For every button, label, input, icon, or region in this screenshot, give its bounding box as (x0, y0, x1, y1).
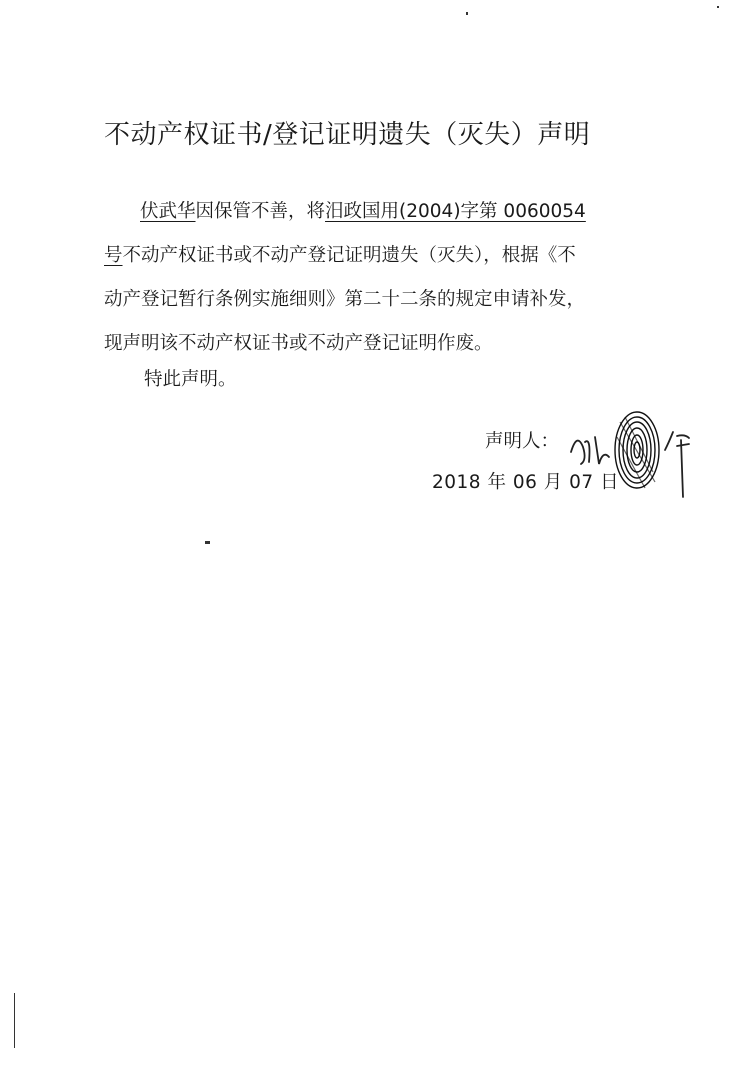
declaration-paragraph (104, 190, 644, 366)
closing-statement: 特此声明。 (144, 369, 237, 390)
paragraph-line-2 (104, 234, 644, 278)
scan-mark (14, 993, 15, 1048)
document-title: 不动产权证书/登记证明遗失（灭失）声明 (104, 120, 591, 150)
paragraph-line-3: 动产登记暂行条例实施细则》第二十二条的规定申请补发， (104, 289, 586, 310)
paragraph-line-1 (104, 190, 644, 234)
paragraph-text: 不动产权证书或不动产登记证明遗失（灭失），根据《不 (122, 245, 576, 266)
certificate-reference-suffix: 号 (104, 245, 123, 266)
declarant-name: 伏武华 (140, 201, 196, 222)
paragraph-line-4: 现声明该不动产权证书或不动产登记证明作废。 (104, 333, 493, 354)
scan-mark (466, 12, 468, 15)
declaration-date: 2018 年 06 月 07 日 (432, 472, 620, 493)
signature-fingerprint-icon (565, 402, 695, 502)
signer-label: 声明人： (485, 431, 560, 452)
scan-mark (717, 6, 719, 8)
scan-mark (205, 541, 210, 544)
paragraph-text: 因保管不善，将 (195, 201, 326, 222)
certificate-reference: 汨政国用(2004)字第 0060054 (325, 201, 586, 222)
